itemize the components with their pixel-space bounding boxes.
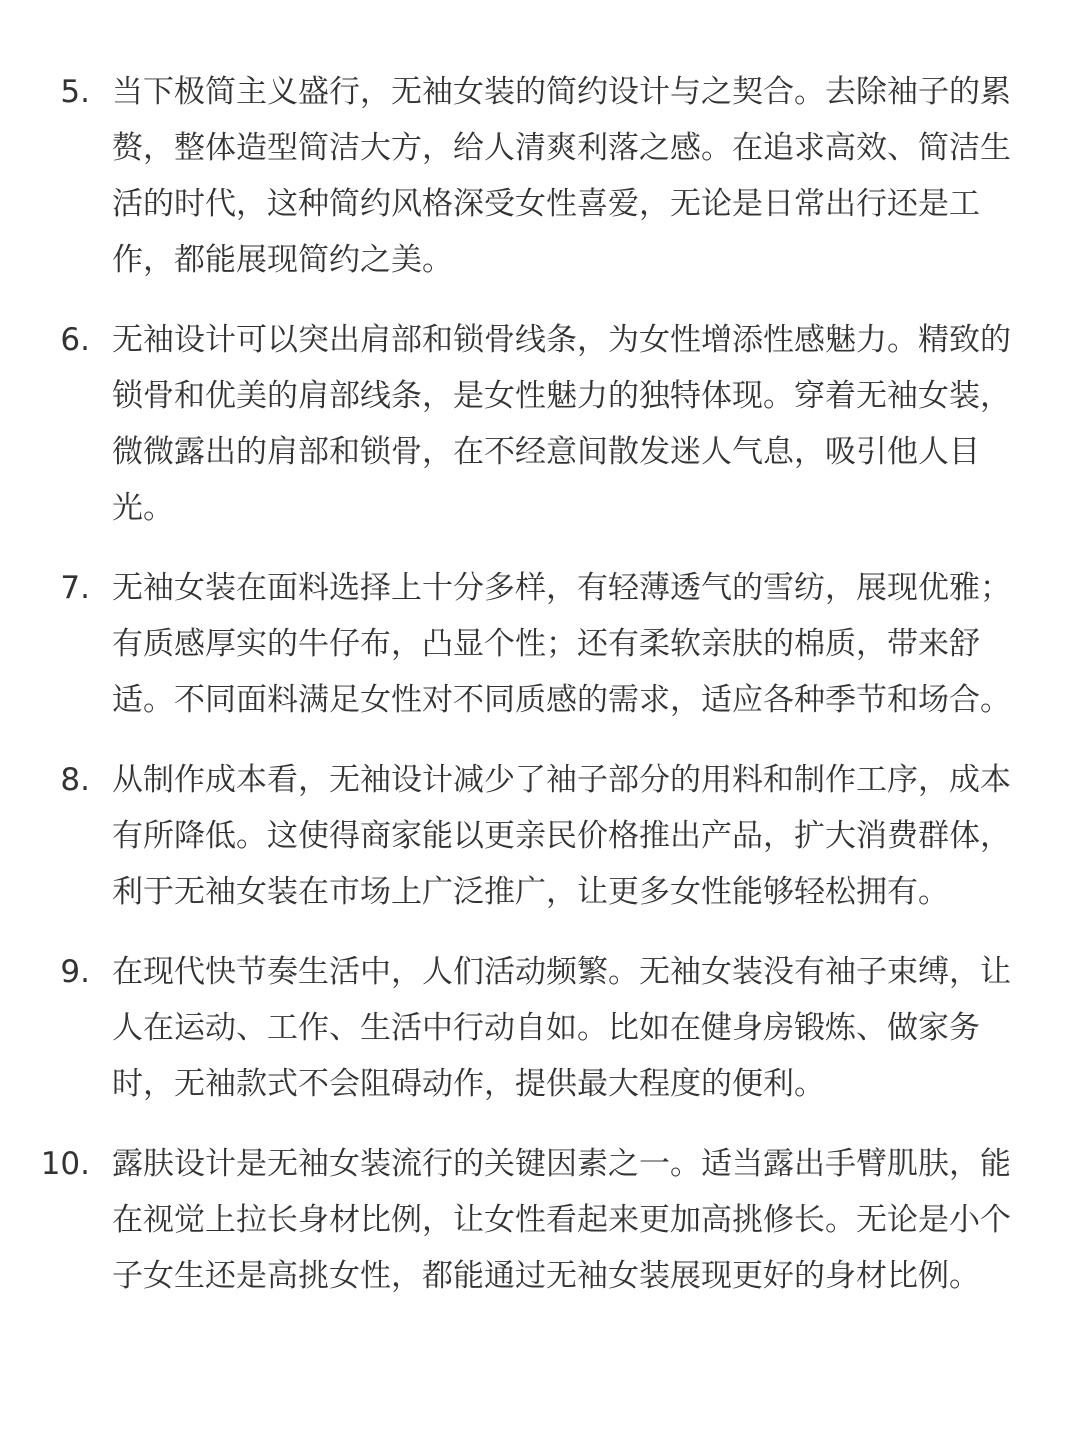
item-number: 8. <box>60 762 90 798</box>
item-text: 在现代快节奏生活中，人们活动频繁。无袖女装没有袖子束缚，让人在运动、工作、生活中行动自如。比如在健身房锻炼、做家务时，无袖款式不会阻碍动作，提供最大程度的便利。 <box>112 954 1011 1102</box>
item-number: 10. <box>40 1146 90 1182</box>
item-text: 无袖设计可以突出肩部和锁骨线条，为女性增添性感魅力。精致的锁骨和优美的肩部线条，是女性魅力的独特体现。穿着无袖女装，微微露出的肩部和锁骨，在不经意间散发迷人气息，吸引他人目光。 <box>112 322 1011 526</box>
numbered-list <box>0 64 1080 1328</box>
item-text: 当下极简主义盛行，无袖女装的简约设计与之契合。去除袖子的累赘，整体造型简洁大方，给人清爽利落之感。在追求高效、简洁生活的时代，这种简约风格深受女性喜爱，无论是日常出行还是工作，都能展现简约之美。 <box>112 74 1011 278</box>
item-number: 6. <box>60 322 90 358</box>
list-item <box>0 752 1080 920</box>
list-item <box>0 944 1080 1112</box>
item-text: 露肤设计是无袖女装流行的关键因素之一。适当露出手臂肌肤，能在视觉上拉长身材比例，让女性看起来更加高挑修长。无论是小个子女生还是高挑女性，都能通过无袖女装展现更好的身材比例。 <box>112 1146 1011 1294</box>
list-item <box>0 1136 1080 1304</box>
item-text: 从制作成本看，无袖设计减少了袖子部分的用料和制作工序，成本有所降低。这使得商家能以更亲民价格推出产品，扩大消费群体，利于无袖女装在市场上广泛推广，让更多女性能够轻松拥有。 <box>112 762 1011 910</box>
item-number: 9. <box>60 954 90 990</box>
item-number: 5. <box>60 74 90 110</box>
list-item <box>0 560 1080 728</box>
list-item <box>0 64 1080 288</box>
list-item <box>0 312 1080 536</box>
item-number: 7. <box>60 570 90 606</box>
item-text: 无袖女装在面料选择上十分多样，有轻薄透气的雪纺，展现优雅；有质感厚实的牛仔布，凸显个性；还有柔软亲肤的棉质，带来舒适。不同面料满足女性对不同质感的需求，适应各种季节和场合。 <box>112 570 1011 718</box>
